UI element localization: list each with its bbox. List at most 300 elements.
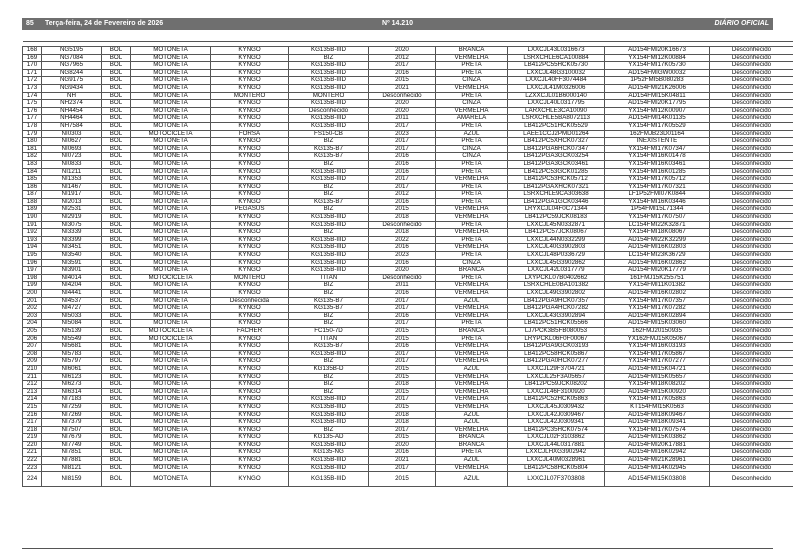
cell-brand: KYNGO: [211, 403, 289, 411]
cell-state: BOL: [102, 229, 131, 237]
cell-owner: Desconhecido: [710, 252, 793, 260]
cell-brand: KYNGO: [211, 259, 289, 267]
cell-color: BRANCA: [436, 434, 508, 442]
cell-row-number: 223: [23, 464, 42, 472]
cell-brand: KYNGO: [211, 464, 289, 472]
cell-engine: YX154FMI17K05712: [605, 176, 710, 184]
cell-row-number: 201: [23, 297, 42, 305]
cell-brand: KYNGO: [211, 305, 289, 313]
cell-row-number: 191: [23, 221, 42, 229]
cell-chassis: LB412PC57JCK08067: [508, 229, 605, 237]
cell-vehicle-type: MOTONETA: [131, 191, 211, 199]
cell-state: BOL: [102, 100, 131, 108]
cell-plate: NI7881: [42, 457, 102, 465]
cell-row-number: 175: [23, 100, 42, 108]
cell-vehicle-type: MOTONETA: [131, 472, 211, 487]
cell-engine: AD154FMI20K17881: [605, 441, 710, 449]
cell-state: BOL: [102, 457, 131, 465]
cell-row-number: 190: [23, 214, 42, 222]
cell-state: BOL: [102, 305, 131, 313]
cell-vehicle-type: MOTONETA: [131, 214, 211, 222]
cell-color: PRETA: [436, 274, 508, 282]
cell-row-number: 184: [23, 168, 42, 176]
cell-color: PRETA: [436, 160, 508, 168]
cell-row-number: 219: [23, 434, 42, 442]
cell-model: KG135B-IIID: [289, 168, 369, 176]
cell-owner: Desconhecido: [710, 457, 793, 465]
cell-brand: KYNGO: [211, 419, 289, 427]
cell-row-number: 185: [23, 176, 42, 184]
cell-year: 2017: [369, 320, 436, 328]
cell-owner: Desconhecido: [710, 229, 793, 237]
cell-owner: Desconhecido: [710, 365, 793, 373]
cell-plate: NH7584: [42, 122, 102, 130]
cell-brand: KYNGO: [211, 381, 289, 389]
cell-brand: KYNGO: [211, 373, 289, 381]
table-row: [23, 373, 793, 381]
cell-year: 2017: [369, 176, 436, 184]
table-row: [23, 100, 793, 108]
cell-owner: Desconhecido: [710, 290, 793, 298]
cell-vehicle-type: MOTONETA: [131, 62, 211, 70]
cell-owner: Desconhecido: [710, 138, 793, 146]
cell-vehicle-type: MOTONETA: [131, 229, 211, 237]
cell-chassis: LB412PGA4HCK07282: [508, 305, 605, 313]
cell-plate: NH4454: [42, 107, 102, 115]
cell-owner: Desconhecido: [710, 107, 793, 115]
cell-plate: NI3901: [42, 267, 102, 275]
table-row: [23, 403, 793, 411]
cell-chassis: LXXCJL45J0309432: [508, 403, 605, 411]
cell-model: KG135B-IIID: [289, 411, 369, 419]
cell-model: KG135B-IIID: [289, 221, 369, 229]
cell-engine: AD154FMI16K02803: [605, 244, 710, 252]
cell-owner: Desconhecido: [710, 320, 793, 328]
table-row: [23, 472, 793, 487]
cell-chassis: LXXCJL40FF3074484: [508, 77, 605, 85]
cell-plate: NI7379: [42, 419, 102, 427]
cell-vehicle-type: MOTONETA: [131, 403, 211, 411]
cell-plate: NH4464: [42, 115, 102, 123]
cell-year: 2015: [369, 77, 436, 85]
cell-color: PRETA: [436, 183, 508, 191]
table-row: [23, 54, 793, 62]
cell-state: BOL: [102, 472, 131, 487]
page-header: [22, 18, 773, 30]
cell-plate: NI7749: [42, 441, 102, 449]
cell-brand: KYNGO: [211, 122, 289, 130]
cell-row-number: 181: [23, 145, 42, 153]
cell-engine: KT154FMI15K0563: [605, 403, 710, 411]
cell-brand: KYNGO: [211, 77, 289, 85]
cell-row-number: 173: [23, 84, 42, 92]
cell-owner: Desconhecido: [710, 176, 793, 184]
cell-brand: KYNGO: [211, 426, 289, 434]
cell-color: PRETA: [436, 320, 508, 328]
cell-owner: Desconhecido: [710, 419, 793, 427]
cell-chassis: LB412PGA6HCK07347: [508, 145, 605, 153]
cell-state: BOL: [102, 365, 131, 373]
cell-engine: AD154FMI21K28961: [605, 457, 710, 465]
cell-row-number: 168: [23, 47, 42, 55]
cell-color: VERMELHA: [436, 214, 508, 222]
cell-owner: Desconhecido: [710, 312, 793, 320]
cell-model: KG135B-IIID: [289, 396, 369, 404]
cell-row-number: 183: [23, 160, 42, 168]
cell-brand: KYNGO: [211, 457, 289, 465]
table-row: [23, 138, 793, 146]
cell-owner: Desconhecido: [710, 122, 793, 130]
cell-state: BOL: [102, 153, 131, 161]
cell-owner: Desconhecido: [710, 259, 793, 267]
cell-chassis: LXXCJL02F3103862: [508, 434, 605, 442]
table-row: [23, 252, 793, 260]
cell-model: BIZ: [289, 381, 369, 389]
cell-state: BOL: [102, 115, 131, 123]
cell-color: PRETA: [436, 191, 508, 199]
cell-chassis: LXXCJL42J0309467: [508, 411, 605, 419]
cell-owner: Desconhecido: [710, 69, 793, 77]
cell-chassis: LB412PC55HCK05730: [508, 62, 605, 70]
cell-vehicle-type: MOTONETA: [131, 145, 211, 153]
cell-plate: NI1467: [42, 183, 102, 191]
cell-vehicle-type: MOTONETA: [131, 183, 211, 191]
cell-state: BOL: [102, 69, 131, 77]
table-row: [23, 274, 793, 282]
cell-state: BOL: [102, 176, 131, 184]
cell-color: AZUL: [436, 365, 508, 373]
table-row: [23, 160, 793, 168]
cell-engine: AD154FMI20K17779: [605, 267, 710, 275]
cell-row-number: 218: [23, 426, 42, 434]
cell-vehicle-type: MOTONETA: [131, 373, 211, 381]
cell-engine: INEXISTENTE: [605, 138, 710, 146]
cell-chassis: LB412PC53GCK01285: [508, 168, 605, 176]
table-row: [23, 69, 793, 77]
cell-engine: AD154FMI15K03808: [605, 472, 710, 487]
cell-color: AZUL: [436, 411, 508, 419]
cell-year: 2016: [369, 153, 436, 161]
cell-plate: NI1353: [42, 176, 102, 184]
cell-brand: KYNGO: [211, 100, 289, 108]
cell-model: KG135B-IIID: [289, 115, 369, 123]
cell-state: BOL: [102, 236, 131, 244]
cell-chassis: LB412PGA3GCK03254: [508, 153, 605, 161]
cell-model: KG135B-IIID: [289, 419, 369, 427]
cell-state: BOL: [102, 343, 131, 351]
cell-vehicle-type: MOTONETA: [131, 84, 211, 92]
publication-date: Terça-feira, 24 de Fevereiro de 2026: [45, 20, 164, 27]
cell-color: BRANCA: [436, 441, 508, 449]
cell-year: 2023: [369, 130, 436, 138]
cell-model: KG135-AD: [289, 434, 369, 442]
cell-model: BIZ: [289, 426, 369, 434]
cell-owner: Desconhecido: [710, 411, 793, 419]
cell-model: BIZ: [289, 191, 369, 199]
cell-row-number: 211: [23, 373, 42, 381]
cell-model: BIZ: [289, 160, 369, 168]
cell-engine: YX154FMI17K05730: [605, 62, 710, 70]
cell-state: BOL: [102, 47, 131, 55]
cell-model: KG135B-IIID: [289, 472, 369, 487]
cell-color: VERMELHA: [436, 54, 508, 62]
cell-owner: Desconhecido: [710, 449, 793, 457]
cell-chassis: LAEE1CCJ2PMD01264: [508, 130, 605, 138]
cell-plate: NG7084: [42, 54, 102, 62]
cell-brand: KYNGO: [211, 449, 289, 457]
cell-row-number: 213: [23, 388, 42, 396]
cell-owner: Desconhecido: [710, 198, 793, 206]
cell-color: CINZA: [436, 100, 508, 108]
cell-color: VERMELHA: [436, 350, 508, 358]
cell-brand: KYNGO: [211, 145, 289, 153]
cell-color: VERMELHA: [436, 244, 508, 252]
cell-color: VERMELHA: [436, 396, 508, 404]
cell-vehicle-type: MOTOCICLETA: [131, 274, 211, 282]
cell-model: KG135B-IIID: [289, 69, 369, 77]
cell-color: VERMELHA: [436, 464, 508, 472]
cell-brand: KYNGO: [211, 365, 289, 373]
cell-engine: YX154FMI17K07277: [605, 358, 710, 366]
table-row: [23, 290, 793, 298]
cell-owner: Desconhecido: [710, 54, 793, 62]
cell-plate: NI5783: [42, 350, 102, 358]
cell-state: BOL: [102, 327, 131, 335]
cell-brand: KYNGO: [211, 160, 289, 168]
cell-engine: 162FMJ20150935: [605, 327, 710, 335]
cell-plate: NI2013: [42, 198, 102, 206]
cell-brand: Desconhecida: [211, 297, 289, 305]
cell-plate: NH: [42, 92, 102, 100]
cell-chassis: LB412PC52HCK05863: [508, 396, 605, 404]
cell-vehicle-type: MOTONETA: [131, 259, 211, 267]
cell-vehicle-type: MOTONETA: [131, 77, 211, 85]
cell-brand: KYNGO: [211, 320, 289, 328]
cell-plate: NI7507: [42, 426, 102, 434]
cell-year: Desconhecido: [369, 92, 436, 100]
cell-engine: YX154FMI17K07357: [605, 297, 710, 305]
cell-color: AZUL: [436, 419, 508, 427]
cell-color: VERMELHA: [436, 290, 508, 298]
cell-brand: KYNGO: [211, 47, 289, 55]
table-row: [23, 449, 793, 457]
cell-year: 2015: [369, 388, 436, 396]
cell-engine: AD154FMI22K32299: [605, 236, 710, 244]
cell-model: KG135B-IIID: [289, 214, 369, 222]
cell-engine: AD154FMI15K04721: [605, 365, 710, 373]
cell-model: KG135B-IIID: [289, 77, 369, 85]
cell-plate: NI5549: [42, 335, 102, 343]
cell-chassis: LB412PC59JCK08202: [508, 381, 605, 389]
cell-engine: AD154FMI16K02862: [605, 259, 710, 267]
cell-row-number: 212: [23, 381, 42, 389]
page-bottom-rule: [22, 548, 773, 549]
cell-brand: KYNGO: [211, 411, 289, 419]
cell-color: AMARELA: [436, 115, 508, 123]
cell-year: Desconhecido: [369, 221, 436, 229]
cell-model: KG135B-IIID: [289, 176, 369, 184]
journal-title: DIÁRIO OFICIAL: [714, 20, 769, 27]
cell-color: VERMELHA: [436, 381, 508, 389]
cell-owner: Desconhecido: [710, 388, 793, 396]
cell-engine: AD154FMI16K02802: [605, 290, 710, 298]
cell-model: BIZ: [289, 312, 369, 320]
cell-brand: KYNGO: [211, 312, 289, 320]
cell-model: KG135-NG: [289, 449, 369, 457]
cell-row-number: 193: [23, 236, 42, 244]
cell-brand: KYNGO: [211, 441, 289, 449]
cell-engine: AD154FMI16K02894: [605, 312, 710, 320]
cell-model: KG135B-IIID: [289, 267, 369, 275]
cell-state: BOL: [102, 358, 131, 366]
table-row: [23, 388, 793, 396]
cell-plate: NI3399: [42, 236, 102, 244]
table-row: [23, 426, 793, 434]
cell-plate: NI7183: [42, 396, 102, 404]
cell-chassis: LB412PC58HCK05867: [508, 350, 605, 358]
cell-owner: Desconhecido: [710, 335, 793, 343]
cell-engine: AD154FMI16K02942: [605, 449, 710, 457]
cell-row-number: 176: [23, 107, 42, 115]
cell-owner: Desconhecido: [710, 464, 793, 472]
cell-model: KG135-B7: [289, 153, 369, 161]
cell-color: AZUL: [436, 130, 508, 138]
cell-model: BIZ: [289, 229, 369, 237]
cell-plate: NI0693: [42, 145, 102, 153]
table-row: [23, 145, 793, 153]
cell-model: BIZ: [289, 183, 369, 191]
cell-chassis: LB412PGA9GCK03193: [508, 343, 605, 351]
vehicle-table: [22, 41, 793, 487]
cell-chassis: LXXCJL46F3100920: [508, 388, 605, 396]
cell-row-number: 178: [23, 122, 42, 130]
cell-row-number: 186: [23, 183, 42, 191]
cell-owner: Desconhecido: [710, 327, 793, 335]
cell-year: 2016: [369, 69, 436, 77]
cell-vehicle-type: MOTONETA: [131, 358, 211, 366]
cell-chassis: LSRXCHLE6CA100884: [508, 54, 605, 62]
cell-model: KG135B-IIID: [289, 259, 369, 267]
cell-vehicle-type: MOTONETA: [131, 47, 211, 55]
cell-chassis: LXXCJL41M0326006: [508, 84, 605, 92]
cell-owner: Desconhecido: [710, 160, 793, 168]
cell-engine: YX154FMI16K01478: [605, 153, 710, 161]
cell-year: 2020: [369, 107, 436, 115]
cell-owner: Desconhecido: [710, 396, 793, 404]
cell-engine: YX154FMI17K07507: [605, 214, 710, 222]
cell-brand: MONTERO: [211, 274, 289, 282]
cell-plate: NI8159: [42, 472, 102, 487]
cell-row-number: 195: [23, 252, 42, 260]
cell-engine: AD154FMI14K01135: [605, 115, 710, 123]
cell-color: VERMELHA: [436, 176, 508, 184]
cell-brand: KYNGO: [211, 472, 289, 487]
cell-engine: AD154FMI20K17795: [605, 100, 710, 108]
cell-owner: Desconhecido: [710, 274, 793, 282]
cell-brand: KYNGO: [211, 350, 289, 358]
table-row: [23, 457, 793, 465]
cell-plate: NG7965: [42, 62, 102, 70]
cell-model: BIZ: [289, 388, 369, 396]
cell-year: 2017: [369, 426, 436, 434]
cell-color: CINZA: [436, 153, 508, 161]
cell-plate: NG9434: [42, 84, 102, 92]
cell-chassis: LRYPCKL06F0F00067: [508, 335, 605, 343]
cell-row-number: 170: [23, 62, 42, 70]
cell-plate: NG5195: [42, 47, 102, 55]
cell-plate: NI3075: [42, 221, 102, 229]
cell-color: CINZA: [436, 77, 508, 85]
cell-state: BOL: [102, 434, 131, 442]
cell-plate: NI3339: [42, 229, 102, 237]
cell-owner: Desconhecido: [710, 191, 793, 199]
cell-brand: KYNGO: [211, 236, 289, 244]
cell-owner: Desconhecido: [710, 168, 793, 176]
cell-owner: Desconhecido: [710, 221, 793, 229]
cell-year: 2020: [369, 100, 436, 108]
table-row: [23, 47, 793, 55]
cell-state: BOL: [102, 214, 131, 222]
cell-model: KG135B-IIID: [289, 122, 369, 130]
cell-chassis: LB412PC51HCK05566: [508, 320, 605, 328]
cell-color: PRETA: [436, 221, 508, 229]
cell-model: KG135B-IIID: [289, 100, 369, 108]
cell-year: 2017: [369, 305, 436, 313]
cell-brand: FORSA: [211, 130, 289, 138]
cell-plate: NG9175: [42, 77, 102, 85]
cell-color: VERMELHA: [436, 305, 508, 313]
cell-model: KG135B-IIID: [289, 350, 369, 358]
cell-row-number: 196: [23, 259, 42, 267]
cell-owner: Desconhecido: [710, 183, 793, 191]
cell-year: Desconhecido: [369, 274, 436, 282]
cell-row-number: 220: [23, 441, 42, 449]
table-row: [23, 206, 793, 214]
cell-state: BOL: [102, 388, 131, 396]
cell-color: PRETA: [436, 449, 508, 457]
cell-brand: KYNGO: [211, 168, 289, 176]
cell-engine: AD154FMI14K02945: [605, 464, 710, 472]
cell-owner: Desconhecido: [710, 426, 793, 434]
cell-model: Desconhecido: [289, 107, 369, 115]
cell-engine: AD154FMI15K00920: [605, 388, 710, 396]
cell-state: BOL: [102, 54, 131, 62]
cell-year: 2017: [369, 358, 436, 366]
cell-state: BOL: [102, 191, 131, 199]
table-row: [23, 244, 793, 252]
cell-model: KG135-B7: [289, 343, 369, 351]
cell-year: 2015: [369, 365, 436, 373]
cell-brand: KYNGO: [211, 191, 289, 199]
cell-owner: Desconhecido: [710, 297, 793, 305]
cell-state: BOL: [102, 274, 131, 282]
cell-chassis: LB412PGA9HCK07357: [508, 297, 605, 305]
cell-year: 2020: [369, 47, 436, 55]
cell-color: PRETA: [436, 252, 508, 260]
cell-year: 2017: [369, 396, 436, 404]
cell-year: 2016: [369, 343, 436, 351]
cell-vehicle-type: MOTONETA: [131, 236, 211, 244]
cell-chassis: LB412PGA0HCK07277: [508, 358, 605, 366]
table-row: [23, 335, 793, 343]
cell-plate: NI2531: [42, 206, 102, 214]
cell-year: 2023: [369, 252, 436, 260]
cell-owner: Desconhecido: [710, 145, 793, 153]
cell-state: BOL: [102, 221, 131, 229]
cell-vehicle-type: MOTONETA: [131, 396, 211, 404]
cell-plate: NI8121: [42, 464, 102, 472]
cell-row-number: 217: [23, 419, 42, 427]
